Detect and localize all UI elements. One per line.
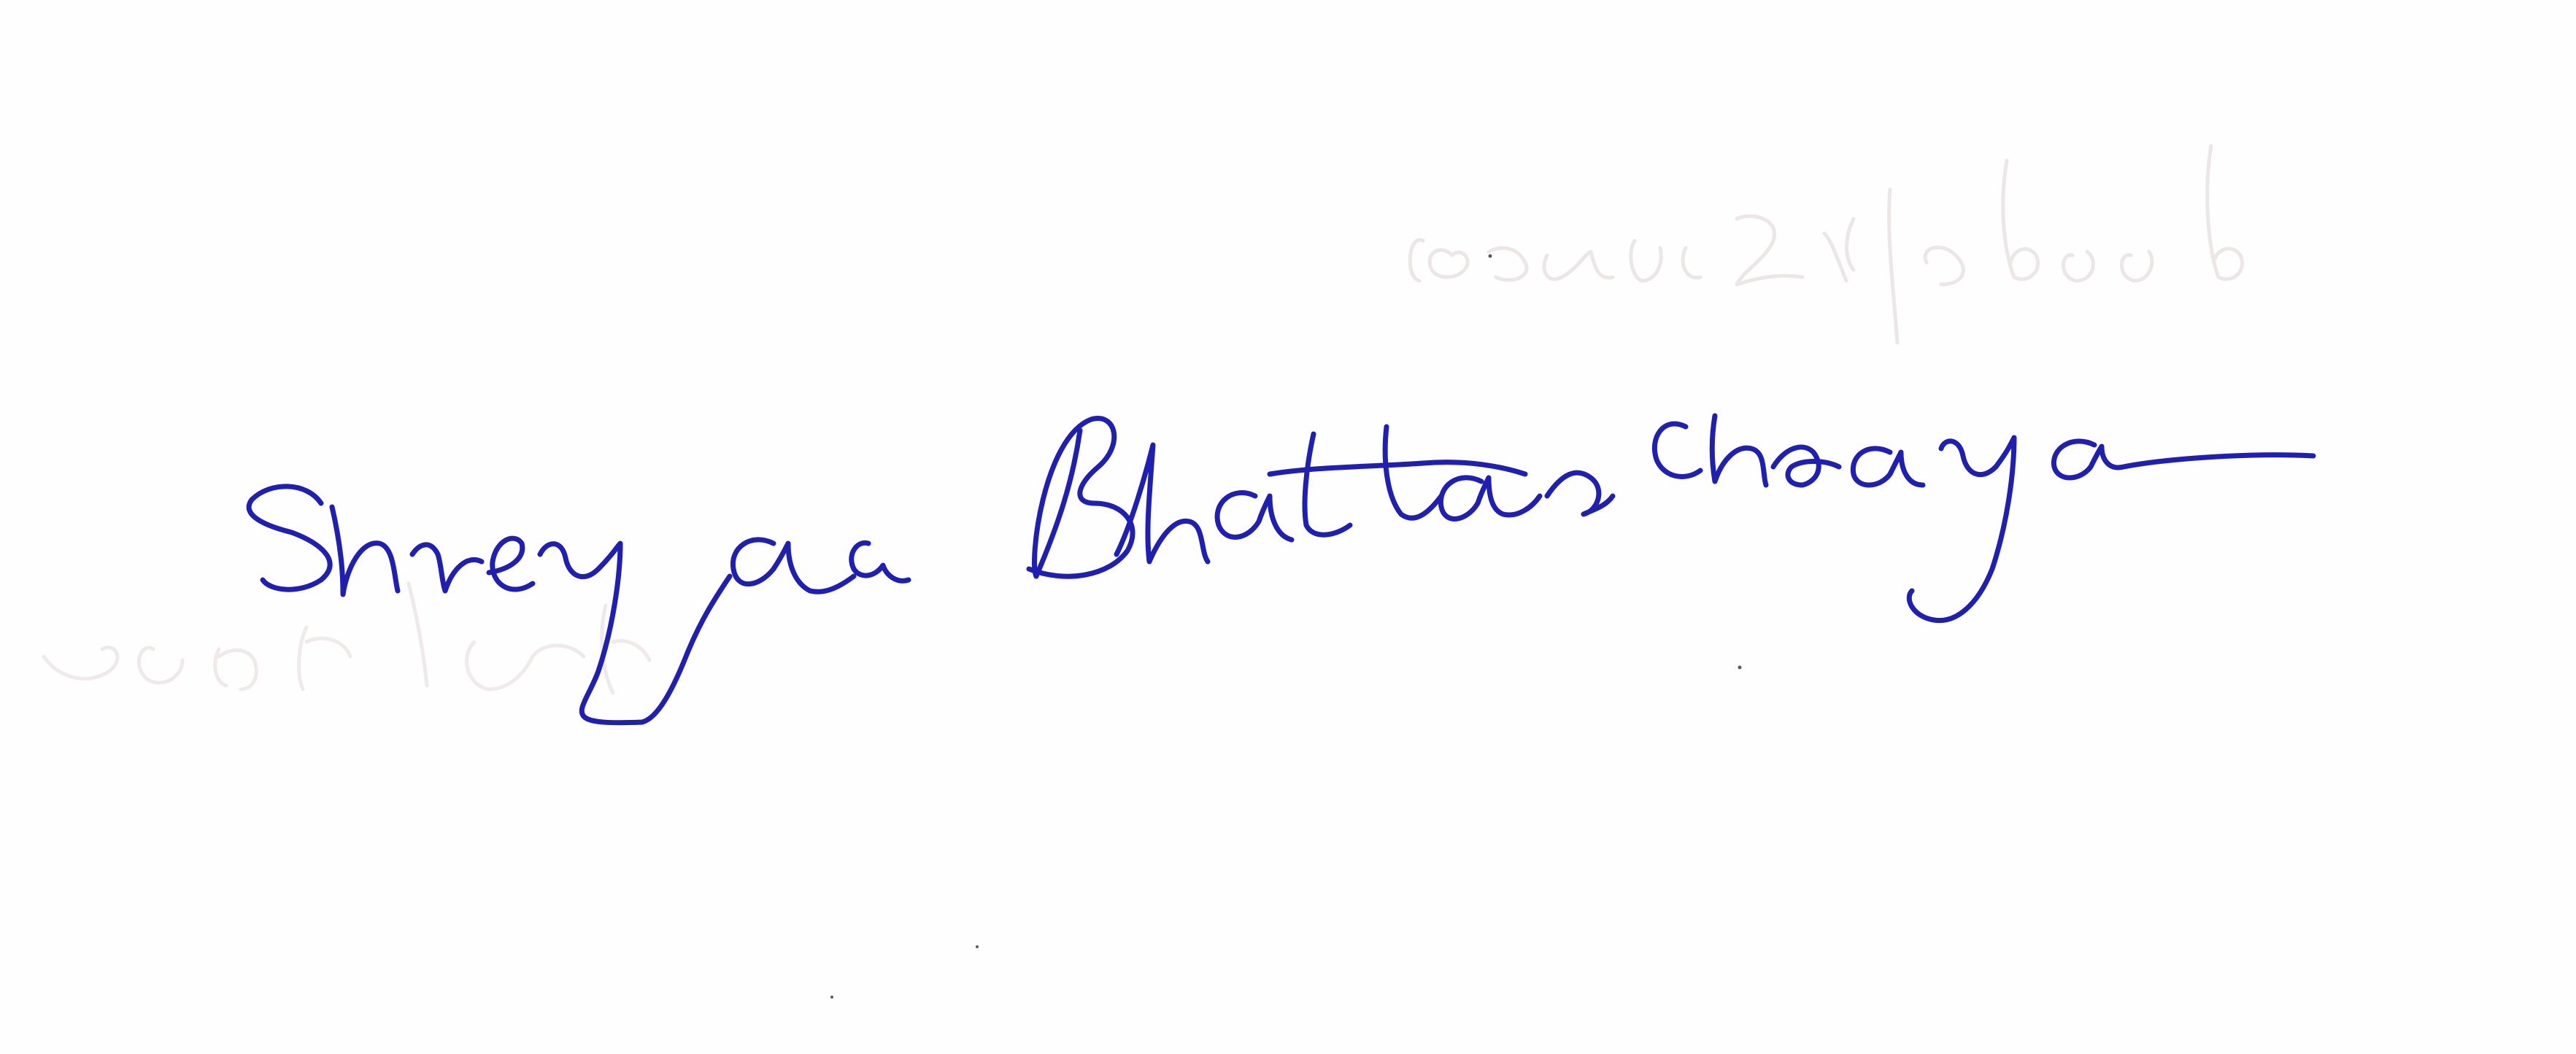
signature-stroke-y2 xyxy=(1909,438,2014,621)
signature-stroke-a3 xyxy=(1217,493,1292,540)
bleed-stroke xyxy=(299,627,350,689)
bleed-stroke xyxy=(2064,252,2094,281)
bleed-stroke xyxy=(2122,252,2152,281)
paper-specks xyxy=(830,255,1742,999)
bleed-stroke xyxy=(2003,160,2038,279)
bleed-stroke xyxy=(1410,240,1468,281)
bleed-stroke xyxy=(1889,190,1897,343)
signature-stroke-a6 xyxy=(1853,449,1923,485)
signature-ink xyxy=(249,416,2313,723)
bleed-stroke xyxy=(139,648,182,683)
signature-stroke-a5 xyxy=(1547,473,1613,514)
bleed-stroke xyxy=(1824,219,1854,281)
bleed-stroke xyxy=(44,648,117,679)
speck xyxy=(1738,666,1742,670)
signature-stroke-a7 xyxy=(2054,441,2313,478)
bleed-stroke xyxy=(2207,146,2243,279)
bleed-stroke xyxy=(602,605,649,693)
bleed-stroke xyxy=(215,649,257,689)
signature-stroke-a4 xyxy=(1441,478,1540,519)
signature-stroke-c xyxy=(1654,424,1700,476)
signature-stroke-h3 xyxy=(1712,416,1766,485)
bleed-stroke xyxy=(467,642,584,689)
bleed-stroke xyxy=(1737,216,1802,284)
signature-stroke-ar xyxy=(1773,447,1839,485)
signature-stroke-h xyxy=(332,507,398,594)
bleed-stroke xyxy=(1925,247,1963,284)
signature-stroke-a2 xyxy=(852,543,909,581)
bleed-stroke xyxy=(1683,248,1700,278)
signature-stroke-t1 xyxy=(1305,434,1350,535)
bleed-through-upper xyxy=(1410,146,2242,343)
signature-stroke-y xyxy=(540,543,730,723)
signature-stroke-e xyxy=(489,538,533,589)
signature-stroke-r xyxy=(412,545,482,591)
bleed-through-lower xyxy=(44,584,649,693)
bleed-stroke xyxy=(1489,248,1527,280)
bleed-stroke xyxy=(409,584,427,686)
signature-stroke-t2 xyxy=(1385,427,1441,518)
bleed-stroke xyxy=(1544,252,1613,279)
speck xyxy=(976,945,979,948)
signature-stroke-S xyxy=(249,487,330,589)
speck xyxy=(1489,255,1492,258)
bleed-stroke xyxy=(1631,241,1661,281)
signature-stroke-a xyxy=(733,540,854,592)
speck xyxy=(830,996,833,999)
